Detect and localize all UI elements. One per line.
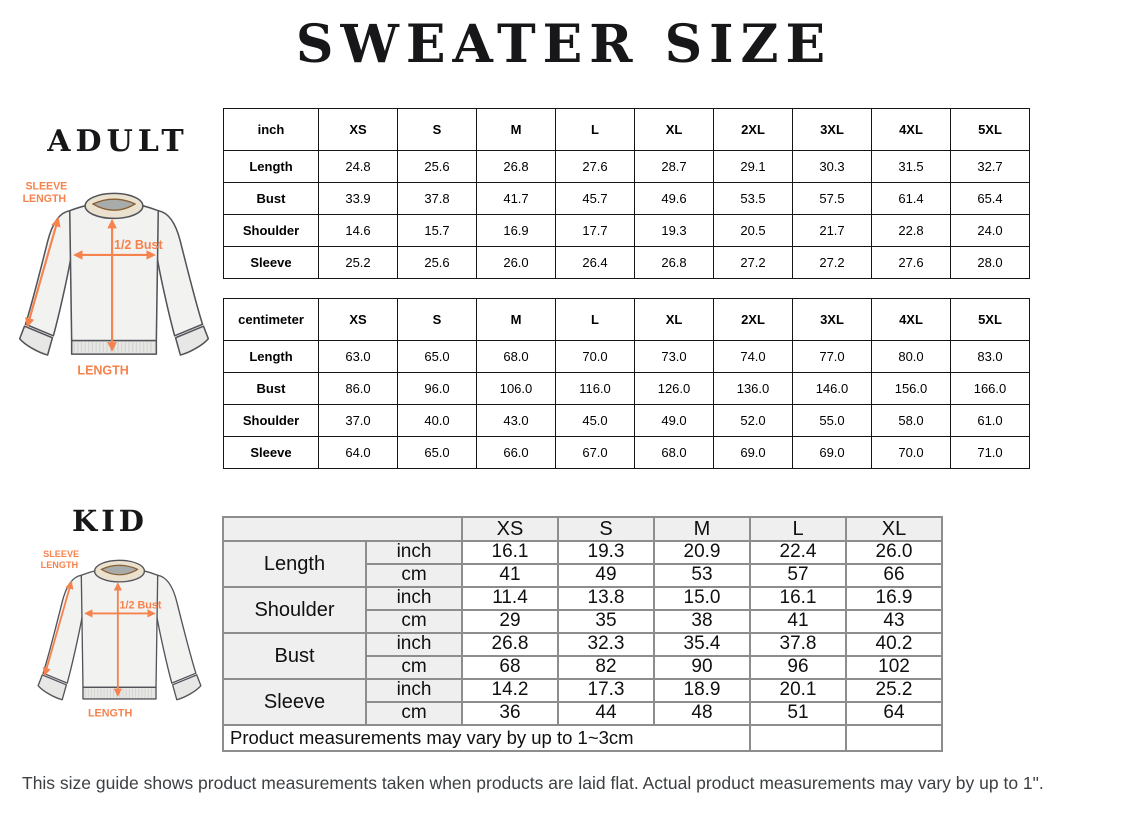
adult-size-table (223, 108, 1030, 279)
measure-value-cell: 37.0 (319, 405, 398, 437)
size-header-cell: S (398, 109, 477, 151)
size-header-cell: 2XL (714, 109, 793, 151)
measure-value-cell: 28.7 (635, 151, 714, 183)
size-header-cell: XL (846, 517, 942, 541)
measure-value-cell: 16.9 (846, 587, 942, 610)
note-cell: Product measurements may vary by up to 1~3cm (223, 725, 750, 751)
measure-value-cell: 21.7 (793, 215, 872, 247)
measure-value-cell: 80.0 (872, 341, 951, 373)
measure-value-cell: 74.0 (714, 341, 793, 373)
measure-value-cell: 26.8 (462, 633, 558, 656)
measure-value-cell: 96.0 (398, 373, 477, 405)
measure-value-cell: 71.0 (951, 437, 1030, 469)
adult-section-label: ADULT (47, 124, 189, 159)
measure-value-cell: 49.0 (635, 405, 714, 437)
measure-value-cell: 61.0 (951, 405, 1030, 437)
measure-value-cell: 52.0 (714, 405, 793, 437)
sweater-illustration (8, 178, 220, 382)
size-header-cell: M (477, 299, 556, 341)
measure-value-cell: 70.0 (556, 341, 635, 373)
measure-value-cell: 25.6 (398, 247, 477, 279)
size-header-cell: S (398, 299, 477, 341)
measure-value-cell: 53.5 (714, 183, 793, 215)
half-bust-label: 1/2 Bust (119, 599, 162, 612)
measure-value-cell: 38 (654, 610, 750, 633)
unit-cm-cell: cm (366, 702, 462, 725)
length-label: LENGTH (77, 363, 129, 378)
measure-value-cell: 27.2 (793, 247, 872, 279)
measure-value-cell: 16.1 (462, 541, 558, 564)
size-header-cell: XS (319, 299, 398, 341)
size-header-cell: M (654, 517, 750, 541)
size-header-cell: L (556, 109, 635, 151)
measure-value-cell: 36 (462, 702, 558, 725)
measure-value-cell: 16.9 (477, 215, 556, 247)
adult-sweater-diagram (8, 178, 220, 382)
measure-value-cell: 136.0 (714, 373, 793, 405)
measure-value-cell: 22.4 (750, 541, 846, 564)
adult-cm-table-container (223, 298, 1030, 469)
sleeve-length-label-line1: SLEEVE (25, 180, 68, 193)
measure-value-cell: 156.0 (872, 373, 951, 405)
measure-label-cell: Shoulder (224, 405, 319, 437)
measure-value-cell: 22.8 (872, 215, 951, 247)
size-header-cell: 2XL (714, 299, 793, 341)
adult-size-table (223, 298, 1030, 469)
measure-value-cell: 67.0 (556, 437, 635, 469)
measure-value-cell: 40.0 (398, 405, 477, 437)
measure-value-cell: 19.3 (558, 541, 654, 564)
measure-label-cell: Bust (224, 373, 319, 405)
measure-value-cell: 26.0 (846, 541, 942, 564)
measure-value-cell: 29.1 (714, 151, 793, 183)
measure-value-cell: 24.8 (319, 151, 398, 183)
empty-cell (846, 725, 942, 751)
measure-value-cell: 28.0 (951, 247, 1030, 279)
measure-value-cell: 49 (558, 564, 654, 587)
measure-value-cell: 68.0 (477, 341, 556, 373)
measure-value-cell: 57.5 (793, 183, 872, 215)
kid-section-label: KID (72, 504, 148, 538)
measure-value-cell: 65.4 (951, 183, 1030, 215)
sweater-right-sleeve (155, 575, 196, 683)
measure-value-cell: 116.0 (556, 373, 635, 405)
measure-value-cell: 43 (846, 610, 942, 633)
unit-header-cell: inch (224, 109, 319, 151)
measure-value-cell: 26.8 (635, 247, 714, 279)
size-header-cell: 5XL (951, 109, 1030, 151)
measure-value-cell: 45.7 (556, 183, 635, 215)
size-header-cell: 4XL (872, 299, 951, 341)
measure-value-cell: 146.0 (793, 373, 872, 405)
measure-value-cell: 90 (654, 656, 750, 679)
measure-value-cell: 51 (750, 702, 846, 725)
page-title: SWEATER SIZE (295, 14, 833, 75)
measure-value-cell: 96 (750, 656, 846, 679)
measure-label-cell: Length (224, 341, 319, 373)
measure-value-cell: 65.0 (398, 341, 477, 373)
unit-inch-cell: inch (366, 541, 462, 564)
measure-label-cell: Bust (223, 633, 366, 679)
half-bust-label: 1/2 Bust (114, 238, 163, 253)
measure-value-cell: 58.0 (872, 405, 951, 437)
kid-table-container (222, 516, 943, 752)
measure-value-cell: 83.0 (951, 341, 1030, 373)
measure-value-cell: 37.8 (750, 633, 846, 656)
measure-value-cell: 14.6 (319, 215, 398, 247)
measure-value-cell: 64 (846, 702, 942, 725)
measure-label-cell: Sleeve (224, 247, 319, 279)
measure-label-cell: Length (223, 541, 366, 587)
measure-value-cell: 26.4 (556, 247, 635, 279)
unit-header-cell: centimeter (224, 299, 319, 341)
size-header-cell: XL (635, 299, 714, 341)
kid-sweater-diagram (28, 547, 211, 723)
measure-value-cell: 27.6 (872, 247, 951, 279)
length-label: LENGTH (87, 707, 133, 720)
measure-value-cell: 68 (462, 656, 558, 679)
measure-value-cell: 65.0 (398, 437, 477, 469)
unit-cm-cell: cm (366, 610, 462, 633)
measure-value-cell: 37.8 (398, 183, 477, 215)
measure-value-cell: 45.0 (556, 405, 635, 437)
size-header-cell: 4XL (872, 109, 951, 151)
measure-value-cell: 43.0 (477, 405, 556, 437)
measure-value-cell: 11.4 (462, 587, 558, 610)
sweater-right-sleeve (155, 211, 202, 336)
measure-value-cell: 31.5 (872, 151, 951, 183)
measure-label-cell: Shoulder (223, 587, 366, 633)
measure-value-cell: 102 (846, 656, 942, 679)
kid-size-table (222, 516, 943, 752)
sweater-body (70, 202, 159, 341)
size-header-cell: XS (462, 517, 558, 541)
unit-inch-cell: inch (366, 633, 462, 656)
measure-value-cell: 27.6 (556, 151, 635, 183)
measure-value-cell: 17.7 (556, 215, 635, 247)
sweater-body (81, 568, 157, 688)
size-header-cell: L (556, 299, 635, 341)
measure-value-cell: 48 (654, 702, 750, 725)
measure-value-cell: 73.0 (635, 341, 714, 373)
measure-value-cell: 20.9 (654, 541, 750, 564)
measure-label-cell: Sleeve (224, 437, 319, 469)
measure-value-cell: 20.5 (714, 215, 793, 247)
size-header-cell: 3XL (793, 299, 872, 341)
measure-value-cell: 68.0 (635, 437, 714, 469)
measure-value-cell: 106.0 (477, 373, 556, 405)
measure-value-cell: 24.0 (951, 215, 1030, 247)
footer-note: This size guide shows product measurements taken when products are laid flat. Actual product measurements may vary by up to 1". (22, 773, 1044, 793)
measure-value-cell: 49.6 (635, 183, 714, 215)
measure-value-cell: 55.0 (793, 405, 872, 437)
measure-value-cell: 25.6 (398, 151, 477, 183)
size-header-cell: XL (635, 109, 714, 151)
measure-value-cell: 18.9 (654, 679, 750, 702)
sweater-left-sleeve (43, 575, 84, 683)
measure-value-cell: 33.9 (319, 183, 398, 215)
measure-value-cell: 16.1 (750, 587, 846, 610)
measure-label-cell: Bust (224, 183, 319, 215)
sleeve-length-label-line2: LENGTH (22, 193, 67, 206)
measure-value-cell: 57 (750, 564, 846, 587)
measure-value-cell: 41.7 (477, 183, 556, 215)
measure-value-cell: 41 (750, 610, 846, 633)
measure-value-cell: 70.0 (872, 437, 951, 469)
measure-value-cell: 64.0 (319, 437, 398, 469)
adult-inch-table-container (223, 108, 1030, 279)
sleeve-length-label-line1: SLEEVE (43, 548, 80, 559)
size-header-cell: 5XL (951, 299, 1030, 341)
measure-value-cell: 66.0 (477, 437, 556, 469)
empty-cell (750, 725, 846, 751)
measure-value-cell: 41 (462, 564, 558, 587)
measure-value-cell: 15.0 (654, 587, 750, 610)
measure-value-cell: 53 (654, 564, 750, 587)
measure-value-cell: 15.7 (398, 215, 477, 247)
size-header-cell: XS (319, 109, 398, 151)
measure-value-cell: 86.0 (319, 373, 398, 405)
measure-label-cell: Shoulder (224, 215, 319, 247)
measure-value-cell: 32.7 (951, 151, 1030, 183)
measure-value-cell: 17.3 (558, 679, 654, 702)
size-header-cell: 3XL (793, 109, 872, 151)
measure-value-cell: 166.0 (951, 373, 1030, 405)
measure-value-cell: 126.0 (635, 373, 714, 405)
measure-value-cell: 66 (846, 564, 942, 587)
size-header-cell: M (477, 109, 556, 151)
measure-value-cell: 30.3 (793, 151, 872, 183)
measure-value-cell: 44 (558, 702, 654, 725)
measure-value-cell: 26.8 (477, 151, 556, 183)
measure-value-cell: 69.0 (714, 437, 793, 469)
measure-value-cell: 35.4 (654, 633, 750, 656)
measure-value-cell: 69.0 (793, 437, 872, 469)
measure-value-cell: 77.0 (793, 341, 872, 373)
measure-value-cell: 29 (462, 610, 558, 633)
measure-value-cell: 63.0 (319, 341, 398, 373)
measure-value-cell: 61.4 (872, 183, 951, 215)
unit-inch-cell: inch (366, 587, 462, 610)
measure-value-cell: 13.8 (558, 587, 654, 610)
measure-value-cell: 26.0 (477, 247, 556, 279)
measure-value-cell: 19.3 (635, 215, 714, 247)
sweater-left-sleeve (25, 211, 72, 336)
measure-label-cell: Length (224, 151, 319, 183)
measure-value-cell: 20.1 (750, 679, 846, 702)
sweater-illustration (28, 547, 211, 723)
blank-header-cell (223, 517, 462, 541)
measure-value-cell: 32.3 (558, 633, 654, 656)
measure-value-cell: 40.2 (846, 633, 942, 656)
measure-value-cell: 25.2 (846, 679, 942, 702)
unit-cm-cell: cm (366, 564, 462, 587)
size-header-cell: S (558, 517, 654, 541)
measure-value-cell: 27.2 (714, 247, 793, 279)
size-header-cell: L (750, 517, 846, 541)
measure-value-cell: 82 (558, 656, 654, 679)
measure-value-cell: 35 (558, 610, 654, 633)
sleeve-length-label-line2: LENGTH (40, 559, 79, 570)
measure-value-cell: 14.2 (462, 679, 558, 702)
unit-inch-cell: inch (366, 679, 462, 702)
measure-label-cell: Sleeve (223, 679, 366, 725)
unit-cm-cell: cm (366, 656, 462, 679)
measure-value-cell: 25.2 (319, 247, 398, 279)
